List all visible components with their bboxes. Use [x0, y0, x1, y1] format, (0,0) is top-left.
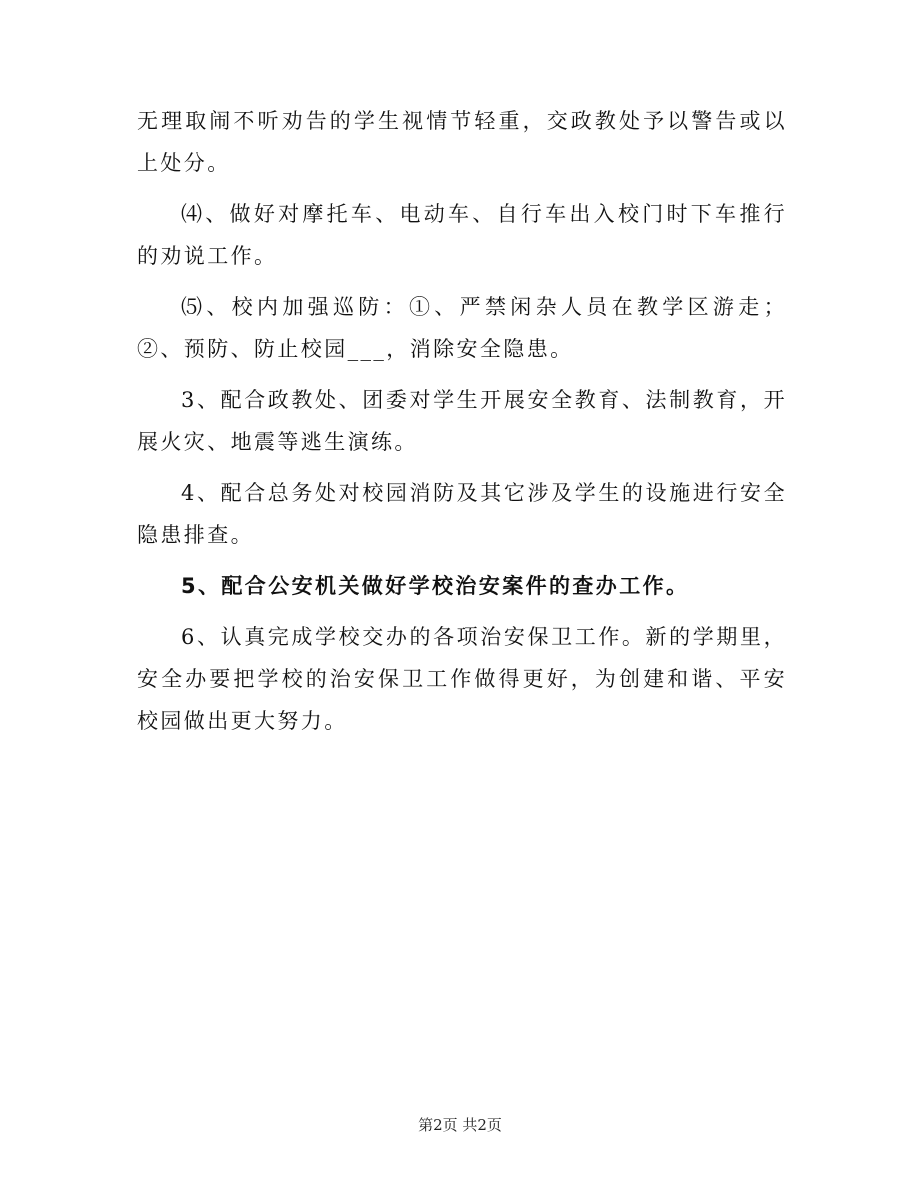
paragraph-item-5: ⑸、校内加强巡防：①、严禁闲杂人员在教学区游走；②、预防、防止校园___，消除安全隐患。 — [137, 295, 787, 361]
paragraph-continuation: 无理取闹不听劝告的学生视情节轻重，交政教处予以警告或以上处分。 — [137, 109, 787, 175]
page-number-footer: 第2页 共2页 — [418, 1116, 502, 1134]
document-body — [137, 100, 787, 751]
paragraph-item-4: ⑷、做好对摩托车、电动车、自行车出入校门时下车推行的劝说工作。 — [137, 202, 787, 268]
paragraph-5: 5、配合公安机关做好学校治安案件的查办工作。 — [181, 574, 690, 598]
paragraph-6: 6、认真完成学校交办的各项治安保卫工作。新的学期里，安全办要把学校的治安保卫工作做得更好，为创建和谐、平安校园做出更大努力。 — [137, 625, 787, 733]
paragraph-3: 3、配合政教处、团委对学生开展安全教育、法制教育，开展火灾、地震等逃生演练。 — [137, 388, 787, 454]
paragraph-4: 4、配合总务处对校园消防及其它涉及学生的设施进行安全隐患排查。 — [137, 481, 787, 547]
